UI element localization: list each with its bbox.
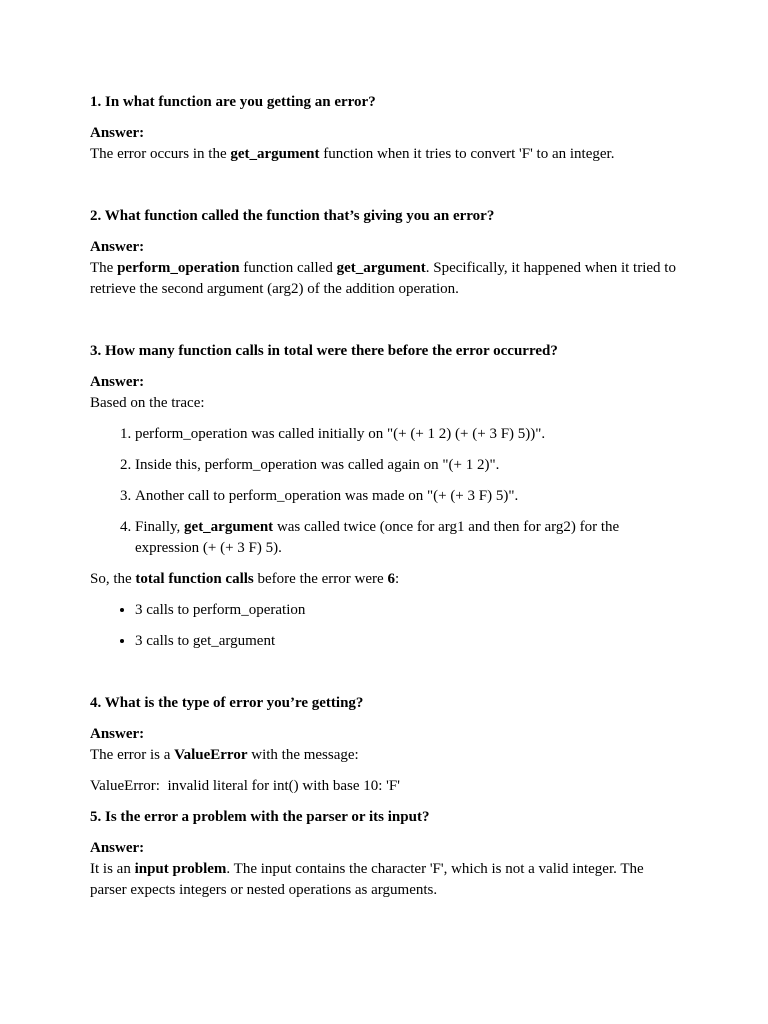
answer-4-label: Answer:	[90, 726, 145, 742]
question-1-heading: 1. In what function are you getting an error?	[90, 94, 376, 110]
question-4-section	[90, 693, 680, 797]
answer-2-bold-callee: get_argument	[336, 260, 426, 276]
step-4-text-part: Finally,	[135, 519, 185, 535]
question-1-section	[90, 92, 680, 165]
list-item	[135, 517, 680, 559]
answer-5-text-part: It is an	[90, 861, 135, 877]
question-2-section	[90, 206, 680, 300]
document-page	[90, 92, 680, 901]
answer-5-bold-problem: input problem	[134, 861, 227, 877]
answer-1-text-part: The error occurs in the	[90, 146, 231, 162]
question-5-section	[90, 807, 680, 901]
answer-5-label: Answer:	[90, 840, 145, 856]
summary-bold-total: total function calls	[135, 571, 254, 587]
answer-5-text	[90, 859, 680, 901]
list-item: 3. Another call to perform_operation was made on "(+ (+ 3 F) 5)".	[135, 486, 680, 507]
section-gap	[90, 300, 680, 341]
summary-text-part: :	[394, 571, 400, 587]
answer-1-text-part: function when it tries to convert 'F' to an integer.	[319, 146, 615, 162]
answer-3-intro: Based on the trace:	[90, 395, 205, 411]
answer-2-text-part: . Specifically, it happened when it tried to retrieve the second argument (arg2) of the addition operation.	[90, 260, 676, 297]
question-5-heading: 5. Is the error a problem with the parser or its input?	[90, 809, 430, 825]
list-item: 2. Inside this, perform_operation was called again on "(+ 1 2)".	[135, 455, 680, 476]
summary-text-part: So, the	[90, 571, 136, 587]
answer-3-summary	[90, 569, 680, 590]
answer-2-label: Answer:	[90, 239, 145, 255]
section-gap	[90, 165, 680, 206]
answer-1-text	[90, 144, 680, 165]
error-message: ValueError: invalid literal for int() with base 10: 'F'	[90, 778, 400, 794]
list-item: • 3 calls to get_argument	[135, 631, 680, 652]
call-steps-list	[90, 424, 680, 559]
summary-bold-count: 6	[387, 571, 395, 587]
question-3-section	[90, 341, 680, 652]
answer-2-text	[90, 258, 680, 300]
answer-3-label: Answer:	[90, 374, 145, 390]
answer-2-text-part: function called	[239, 260, 337, 276]
call-counts-list	[90, 600, 680, 652]
answer-5-text-part: . The input contains the character 'F', which is not a valid integer. The parser expects integers or nested operations as arguments.	[90, 861, 644, 898]
section-gap	[90, 662, 680, 693]
question-3-heading: 3. How many function calls in total were there before the error occurred?	[90, 343, 558, 359]
answer-2-text-part: The	[90, 260, 118, 276]
answer-4-text-part: The error is a	[90, 747, 175, 763]
list-item: • 3 calls to perform_operation	[135, 600, 680, 621]
answer-4-text-part: with the message:	[247, 747, 359, 763]
summary-text-part: before the error were	[253, 571, 388, 587]
answer-4-text	[90, 745, 680, 766]
step-4-text-part: was called twice (once for arg1 and then for arg2) for the expression (+ (+ 3 F) 5).	[135, 519, 620, 556]
list-item: 1. perform_operation was called initially on "(+ (+ 1 2) (+ (+ 3 F) 5))".	[135, 424, 680, 445]
question-4-heading: 4. What is the type of error you’re getting?	[90, 695, 364, 711]
question-2-heading: 2. What function called the function that’s giving you an error?	[90, 208, 495, 224]
answer-2-bold-caller: perform_operation	[117, 260, 240, 276]
step-4-bold-function: get_argument	[184, 519, 274, 535]
answer-4-bold-error-type: ValueError	[174, 747, 248, 763]
answer-1-label: Answer:	[90, 125, 145, 141]
answer-1-bold-function: get_argument	[230, 146, 320, 162]
